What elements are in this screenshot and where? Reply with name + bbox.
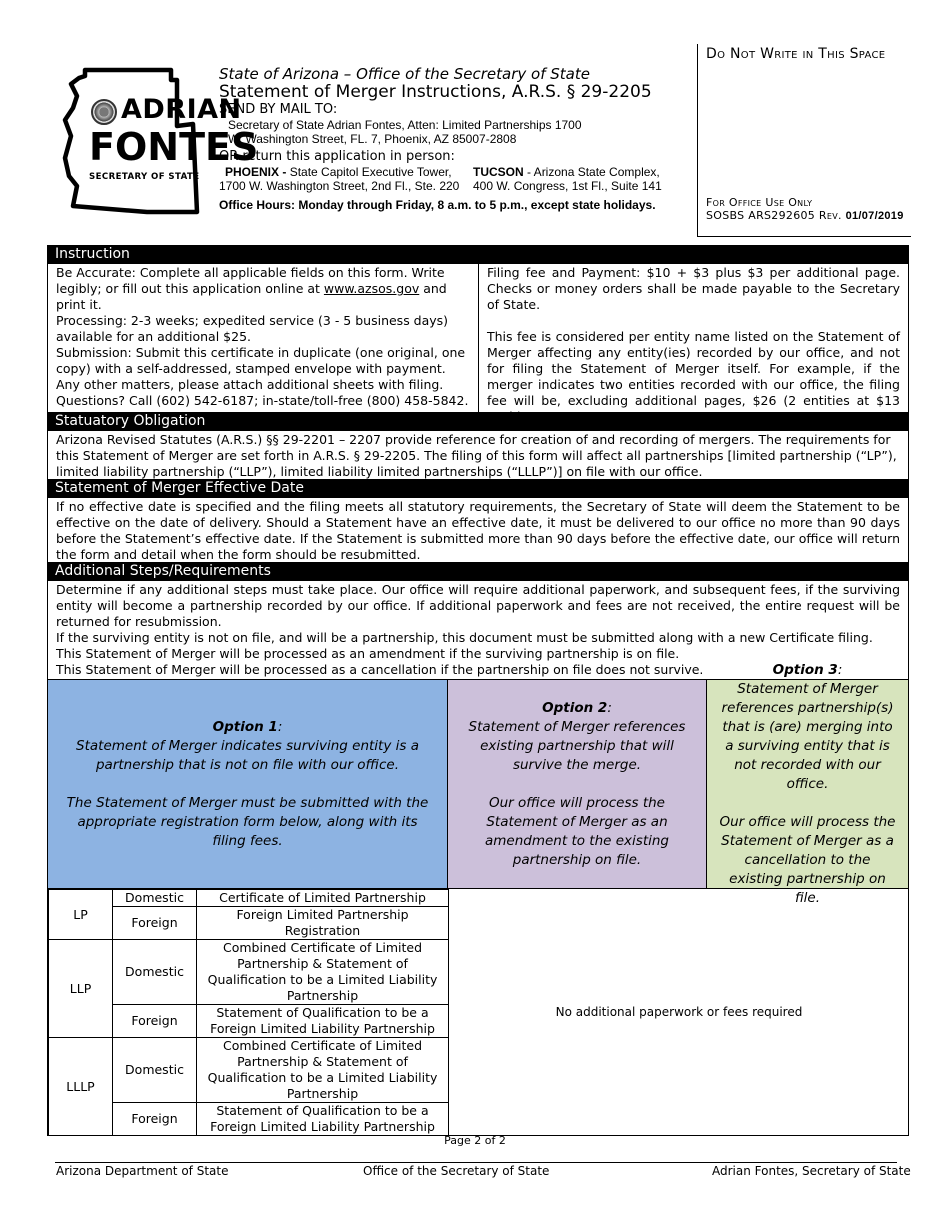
table-cell-form: Certificate of Limited Partnership xyxy=(197,890,449,907)
table-cell-foreign: Foreign xyxy=(113,1005,197,1038)
option-3-text: Statement of Merger references partnership(s) that is (are) merging into a surviving entity that is not recorded with our office. xyxy=(721,680,894,792)
azsos-link[interactable]: www.azsos.gov xyxy=(323,281,420,296)
tucson-office xyxy=(473,165,662,193)
table-cell-domestic: Domestic xyxy=(113,940,197,1005)
instruction-questions: Questions? Call (602) 542-6187; in-state/toll-free (800) 458-5842. xyxy=(56,393,469,408)
form-code: SOSBS ARS292605 Rev. xyxy=(706,209,842,222)
entity-type-llp: LLP xyxy=(49,940,113,1038)
accuracy-text-end: and print it. xyxy=(56,281,447,312)
accuracy-text: Be Accurate: Complete all applicable fields on this form. Write legibly; or fill out this application online at xyxy=(56,265,445,296)
instruction-accuracy xyxy=(56,265,470,313)
table-cell-form: Statement of Qualification to be a Foreign Limited Liability Partnership xyxy=(197,1103,449,1136)
table-cell-form: Combined Certificate of Limited Partnership & Statement of Qualification to be a Limited Liability Partnership xyxy=(197,940,449,1005)
entity-type-lllp: LLLP xyxy=(49,1038,113,1136)
option-2-text: Statement of Merger references existing partnership that will survive the merge. xyxy=(468,718,686,773)
logo-line-adrian: ADRIAN xyxy=(121,94,242,125)
page-number: Page 2 of 2 xyxy=(444,1134,506,1147)
additional-steps-p1: Determine if any additional steps must take place. Our office will require additional paperwork, and subsequent fees, if the surviving entity will become a partnership recorded by our office. If additional paperwork and fees are not received, the entire request will be returned for resubmission. xyxy=(56,582,900,629)
option-1-label: Option 1 xyxy=(212,718,278,735)
additional-steps-p4: This Statement of Merger will be processed as a cancellation if the partnership on file does not survive. xyxy=(56,662,704,677)
instruction-fee-detail: This fee is considered per entity name listed on the Statement of Merger affecting any entity(ies) recorded by our office, and not for filing the Statement of Merger itself. For example, if the merger indicates two entities recorded with our office, the filing fee will be, excluding additional pages, $26 (2 entities at $13 xyxy=(487,329,900,408)
office-use-label xyxy=(706,196,904,223)
do-not-write-label: Do Not Write in This Space xyxy=(706,46,886,62)
footer-right: Adrian Fontes, Secretary of State xyxy=(712,1164,911,1178)
tucson-line2: 400 W. Congress, 1st Fl., Suite 141 xyxy=(473,179,662,193)
option-3-panel: Option 3: Statement of Merger references partnership(s) that is (are) merging into a surviving entity that is not recorded with our office. Our office will process the Statement of Merger as a cancellation to the existing partnership on file. xyxy=(707,680,908,888)
mail-label: SEND BY MAIL TO: xyxy=(219,102,338,117)
table-cell-foreign: Foreign xyxy=(113,1103,197,1136)
table-cell-foreign: Foreign xyxy=(113,907,197,940)
option-1-text: Statement of Merger indicates surviving entity is a partnership that is not on file with our office. xyxy=(76,737,419,773)
statutory-text: Arizona Revised Statutes (A.R.S.) §§ 29-2201 – 2207 provide reference for creation of and recording of mergers. The requirements for this Statement of Merger are set forth in A.R.S. § 29-2205. The filing of this form will affect all partnerships [limited partnership (“LP”), limited liability partnership (“LLP”), limited liability limited partnerships (“LLLP”)] on file with our office. xyxy=(56,432,897,479)
instruction-right-column xyxy=(478,264,908,412)
phoenix-line2: 1700 W. Washington Street, 2nd Fl., Ste. 220 xyxy=(219,179,460,193)
entity-type-lp: LP xyxy=(49,890,113,940)
tucson-line1: - Arizona State Complex, xyxy=(527,165,660,179)
form-header xyxy=(219,66,694,212)
table-cell-form: Combined Certificate of Limited Partnership & Statement of Qualification to be a Limited Liability Partnership xyxy=(197,1038,449,1103)
table-cell-form: Foreign Limited Partnership Registration xyxy=(197,907,449,940)
phoenix-office xyxy=(219,165,473,193)
form-title: Statement of Merger Instructions, A.R.S. § 29-2205 xyxy=(219,82,652,102)
statutory-body xyxy=(47,431,909,479)
table-cell-domestic: Domestic xyxy=(113,890,197,907)
office-use-only-text: For Office Use Only xyxy=(706,196,813,209)
mail-address-line2: W. Washington Street, FL. 7, Phoenix, AZ 85007-2808 xyxy=(228,132,517,146)
table-cell-domestic: Domestic xyxy=(113,1038,197,1103)
in-person-label: OR return this application in person: xyxy=(219,149,455,164)
section-heading-instruction: Instruction xyxy=(47,245,909,264)
option-2-panel: Option 2: Statement of Merger references existing partnership that will survive the merge. Our office will process the Statement of Merger as an amendment to the existing partnership on file. xyxy=(448,680,707,888)
state-seal-icon xyxy=(91,99,117,125)
office-use-box xyxy=(697,44,911,237)
footer-left: Arizona Department of State xyxy=(56,1164,229,1178)
logo-line-title: SECRETARY OF STATE xyxy=(89,172,200,182)
instruction-processing: Processing: 2-3 weeks; expedited service (3 - 5 business days) available for an additional $25. xyxy=(56,313,449,344)
section-heading-effective-date: Statement of Merger Effective Date xyxy=(47,479,909,498)
no-additional-paperwork-note: No additional paperwork or fees required xyxy=(555,1005,803,1019)
office-locations xyxy=(219,165,694,193)
tucson-name: TUCSON xyxy=(473,165,524,179)
additional-steps-p2: If the surviving entity is not on file, and will be a partnership, this document must be submitted along with a new Certificate filing. xyxy=(56,630,873,645)
option-1-detail: The Statement of Merger must be submitted with the appropriate registration form below, along with its filing fees. xyxy=(66,794,429,849)
option-1-panel: Option 1: Statement of Merger indicates surviving entity is a partnership that is not on file with our office. The Statement of Merger must be submitted with the appropriate registration form below, along with its filing fees. xyxy=(48,680,448,888)
table-row xyxy=(49,940,449,1005)
instruction-left-column xyxy=(48,264,478,412)
option-3-detail: Our office will process the Statement of Merger as a cancellation to the existing partnership on file. xyxy=(719,813,896,906)
revision-date: 01/07/2019 xyxy=(845,210,904,222)
instruction-body xyxy=(47,264,909,412)
instruction-fee: Filing fee and Payment: $10 + $3 plus $3 per additional page. Checks or money orders shall be made payable to the Secretary of State. xyxy=(487,265,900,312)
section-heading-additional-steps: Additional Steps/Requirements xyxy=(47,562,909,581)
additional-steps-p3: This Statement of Merger will be processed as an amendment if the surviving partnership is on file. xyxy=(56,646,680,661)
table-cell-form: Statement of Qualification to be a Foreign Limited Liability Partnership xyxy=(197,1005,449,1038)
phoenix-line1: State Capitol Executive Tower, xyxy=(289,165,452,179)
mail-address-line1: Secretary of State Adrian Fontes, Atten: Limited Partnerships 1700 xyxy=(228,118,582,132)
logo-line-fontes: FONTES xyxy=(89,125,259,169)
registration-forms-table xyxy=(47,888,909,1136)
section-heading-statutory: Statuatory Obligation xyxy=(47,412,909,431)
agency-name: State of Arizona – Office of the Secretary of State xyxy=(219,65,590,83)
table-row xyxy=(49,890,449,907)
option-2-detail: Our office will process the Statement of Merger as an amendment to the existing partnership on file. xyxy=(485,794,669,868)
table-row xyxy=(49,1038,449,1103)
office-hours: Office Hours: Monday through Friday, 8 a.m. to 5 p.m., except state holidays. xyxy=(219,198,656,212)
effective-date-body xyxy=(47,498,909,562)
instruction-submission: Submission: Submit this certificate in duplicate (one original, one copy) with a self-addressed, stamped envelope with payment. Any other matters, please attach additional sheets with filing. xyxy=(56,345,466,392)
footer-center: Office of the Secretary of State xyxy=(363,1164,550,1178)
option-3-label: Option 3 xyxy=(772,661,838,678)
phoenix-name: PHOENIX - xyxy=(225,165,287,179)
footer-divider xyxy=(55,1162,897,1163)
effective-date-text: If no effective date is specified and the filing meets all statutory requirements, the Secretary of State will deem the Statement to be effective on the date of delivery. Should a Statement have an effective date, it must be delivered to our office no more than 90 days before the Statement’s effective date. If the Statement is submitted more than 90 days before the effective date, our office will return the form and detail when the form should be resubmitted. xyxy=(56,499,900,562)
option-2-label: Option 2 xyxy=(542,699,608,716)
